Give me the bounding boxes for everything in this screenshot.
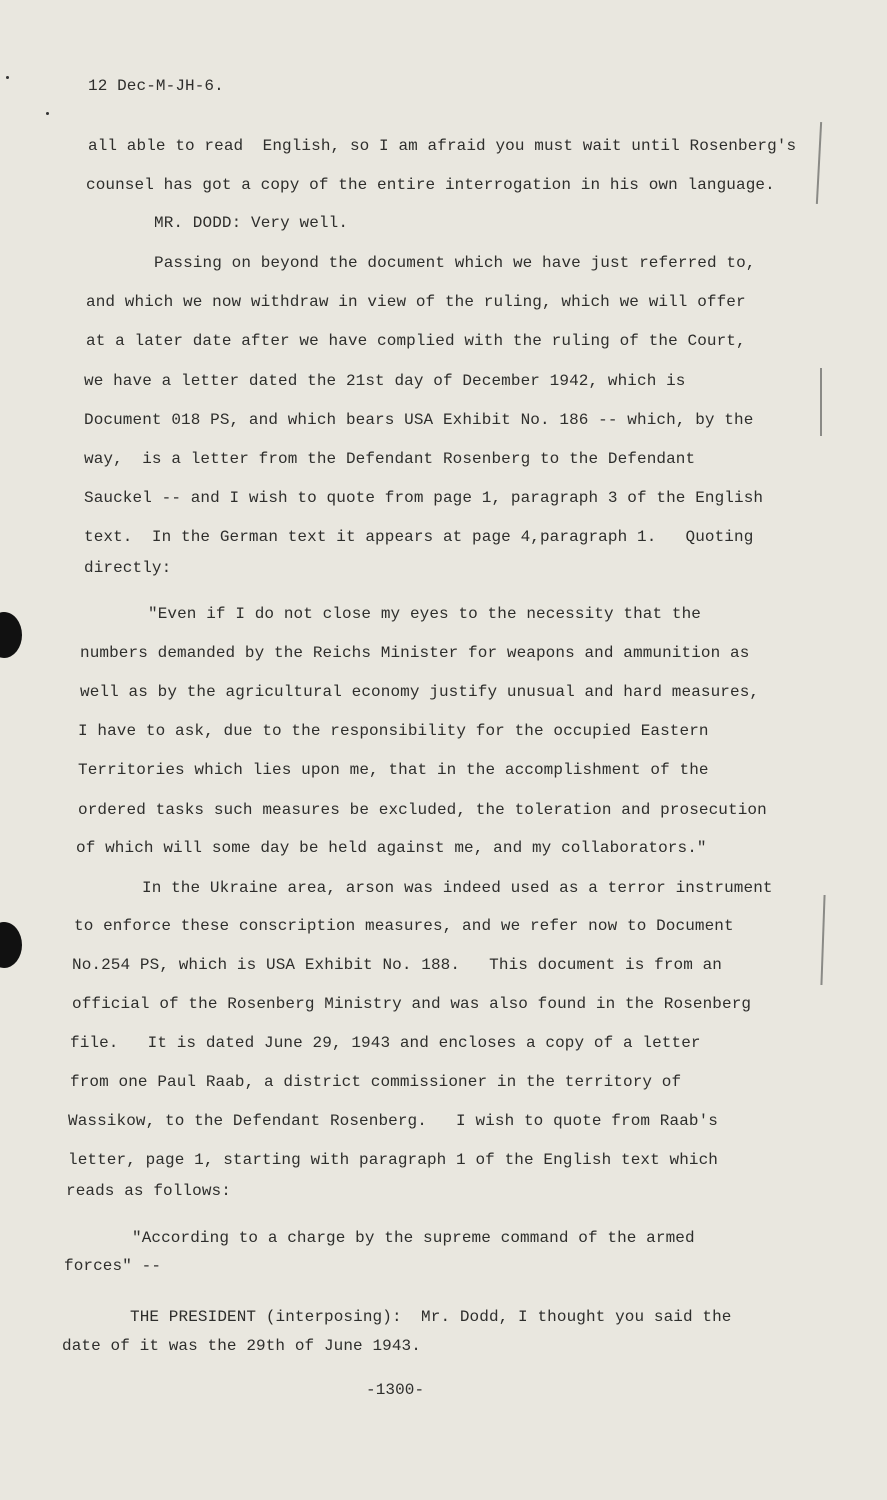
quote-line: ordered tasks such measures be excluded, the toleration and prosecution: [78, 801, 767, 819]
text-line: Sauckel -- and I wish to quote from page 1, paragraph 3 of the English: [84, 489, 764, 507]
binder-hole: [0, 612, 22, 658]
speck: [46, 112, 49, 115]
text-line: directly:: [84, 559, 172, 577]
quote-line: well as by the agricultural economy justify unusual and hard measures,: [80, 683, 760, 701]
quote-line: of which will some day be held against me, and my collaborators.": [76, 839, 707, 857]
quote-line: Territories which lies upon me, that in the accomplishment of the: [78, 761, 709, 779]
text-line: counsel has got a copy of the entire interrogation in his own language.: [86, 176, 775, 194]
text-line: at a later date after we have complied with the ruling of the Court,: [86, 332, 746, 350]
text-line: date of it was the 29th of June 1943.: [62, 1337, 421, 1355]
text-line: official of the Rosenberg Ministry and was also found in the Rosenberg: [72, 995, 752, 1013]
text-line: and which we now withdraw in view of the ruling, which we will offer: [86, 293, 746, 311]
margin-mark: [816, 122, 822, 204]
quote-line: "According to a charge by the supreme command of the armed: [132, 1229, 695, 1247]
text-line: In the Ukraine area, arson was indeed used as a terror instrument: [142, 879, 773, 897]
text-line: letter, page 1, starting with paragraph 1 of the English text which: [68, 1151, 719, 1169]
text-line: Document 018 PS, and which bears USA Exhibit No. 186 -- which, by the: [84, 411, 754, 429]
speck: [6, 76, 9, 79]
text-line: we have a letter dated the 21st day of December 1942, which is: [84, 372, 686, 390]
text-line: MR. DODD: Very well.: [154, 214, 349, 232]
margin-mark: [820, 895, 825, 985]
text-line: reads as follows:: [66, 1182, 231, 1200]
text-line: file. It is dated June 29, 1943 and encloses a copy of a letter: [70, 1034, 701, 1052]
text-line: THE PRESIDENT (interposing): Mr. Dodd, I thought you said the: [130, 1308, 732, 1326]
text-line: No.254 PS, which is USA Exhibit No. 188. This document is from an: [72, 956, 723, 974]
page-number: -1300-: [366, 1381, 425, 1399]
text-line: way, is a letter from the Defendant Rosenberg to the Defendant: [84, 450, 696, 468]
text-line: Wassikow, to the Defendant Rosenberg. I wish to quote from Raab's: [68, 1112, 719, 1130]
quote-line: I have to ask, due to the responsibility for the occupied Eastern: [78, 722, 709, 740]
text-line: from one Paul Raab, a district commissioner in the territory of: [70, 1073, 682, 1091]
binder-hole: [0, 922, 22, 968]
text-line: all able to read English, so I am afraid you must wait until Rosenberg's: [88, 137, 797, 155]
quote-line: forces" --: [64, 1257, 162, 1275]
margin-mark: [820, 368, 822, 436]
quote-line: "Even if I do not close my eyes to the necessity that the: [148, 605, 701, 623]
text-line: text. In the German text it appears at page 4,paragraph 1. Quoting: [84, 528, 754, 546]
text-line: to enforce these conscription measures, and we refer now to Document: [74, 917, 734, 935]
quote-line: numbers demanded by the Reichs Minister for weapons and ammunition as: [80, 644, 750, 662]
text-line: Passing on beyond the document which we have just referred to,: [154, 254, 756, 272]
document-header: 12 Dec-M-JH-6.: [88, 77, 224, 95]
